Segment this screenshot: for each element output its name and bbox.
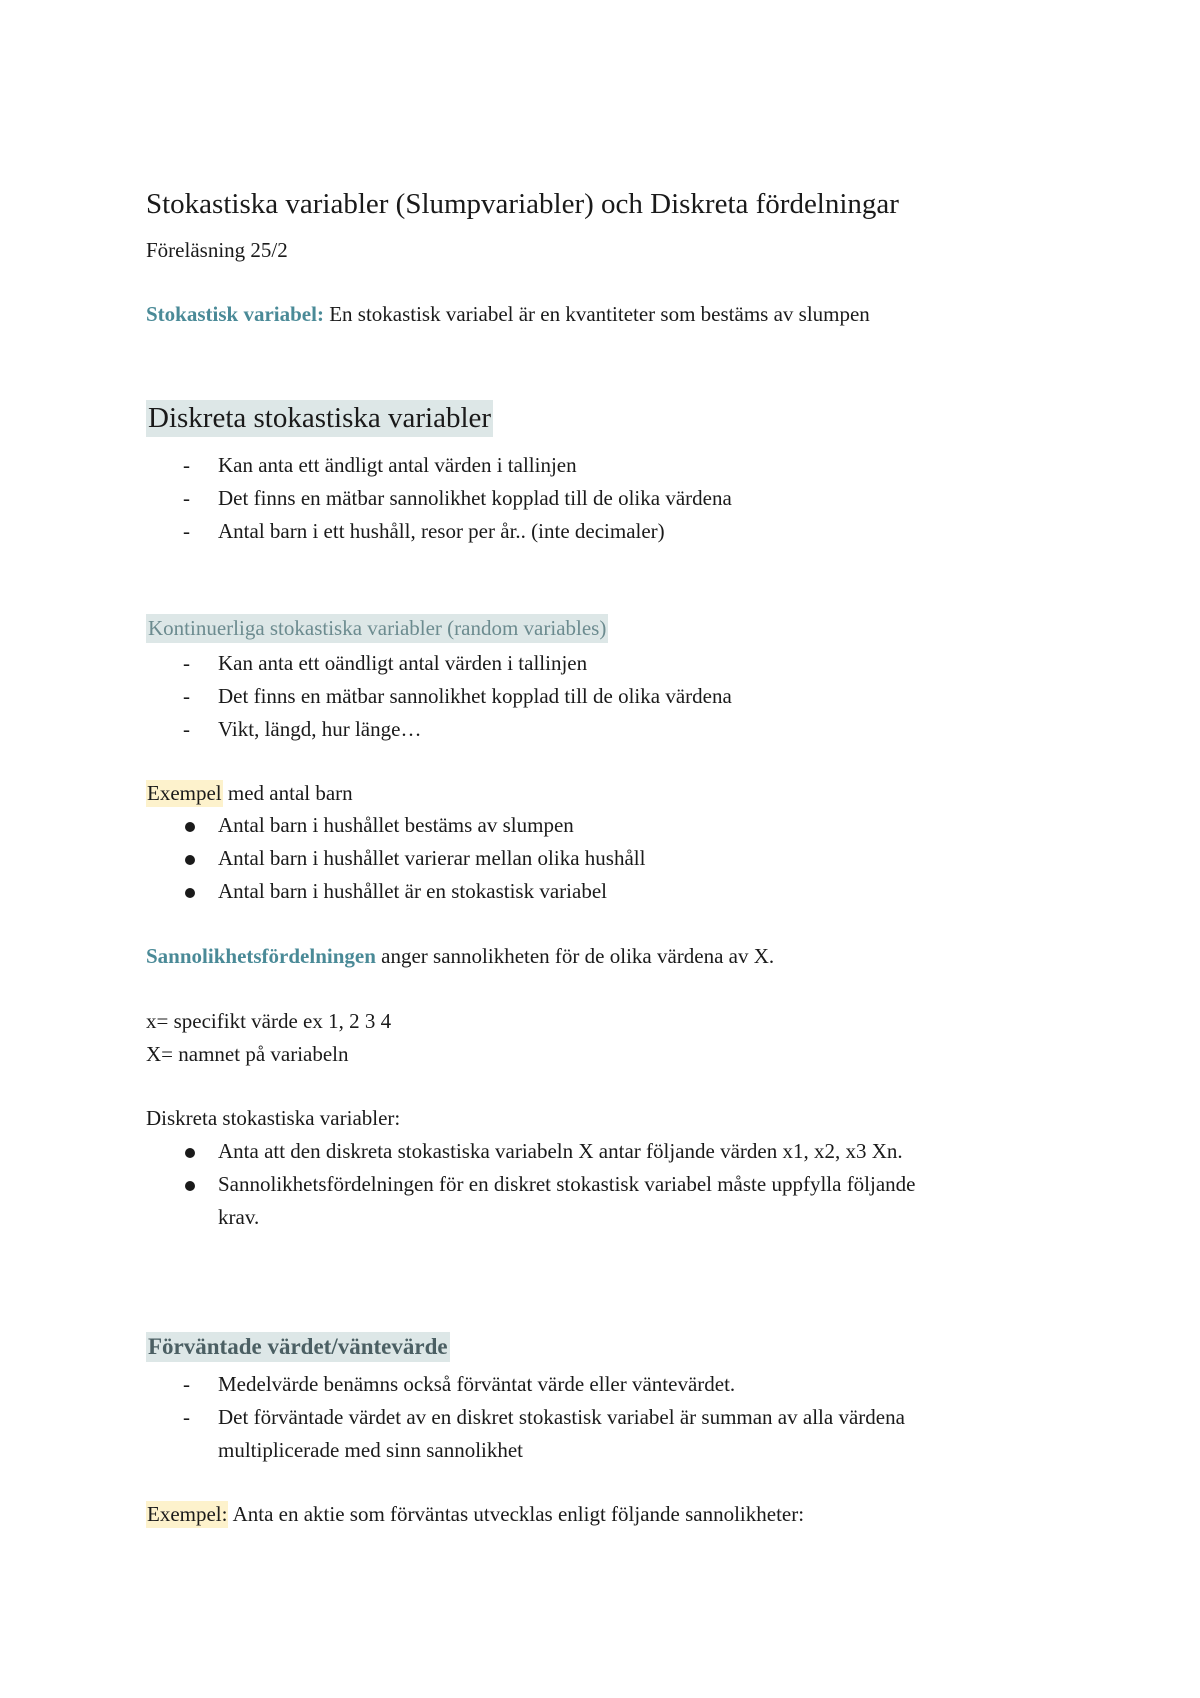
expected-heading bbox=[146, 1334, 450, 1360]
example2-paragraph bbox=[146, 1502, 804, 1527]
notation-line: x= specifikt värde ex 1, 2 3 4 bbox=[146, 1009, 392, 1033]
list-item-continuation: multiplicerade med sinn sannolikhet bbox=[218, 1438, 524, 1462]
list-item: Antal barn i hushållet varierar mellan olika hushåll bbox=[218, 846, 646, 870]
list-item: Antal barn i hushållet är en stokastisk variabel bbox=[218, 879, 607, 903]
definition-text: En stokastisk variabel är en kvantiteter som bestäms av slumpen bbox=[323, 302, 870, 326]
definition-term: Stokastisk variabel: bbox=[146, 302, 324, 326]
list-item: Kan anta ett ändligt antal värden i tallinjen bbox=[218, 453, 577, 477]
list-item: Antal barn i ett hushåll, resor per år.. (inte decimaler) bbox=[218, 519, 665, 543]
definition-paragraph bbox=[146, 302, 870, 327]
example-text: med antal barn bbox=[222, 781, 353, 805]
list-marker: - bbox=[183, 519, 190, 543]
discrete-heading-text: Diskreta stokastiska variabler bbox=[146, 400, 493, 437]
bullet-icon bbox=[185, 1181, 195, 1191]
list-marker: - bbox=[183, 486, 190, 510]
continuous-heading-text: Kontinuerliga stokastiska variabler (random variables) bbox=[146, 614, 608, 643]
list-item: Antal barn i hushållet bestäms av slumpen bbox=[218, 813, 574, 837]
list-marker: - bbox=[183, 684, 190, 708]
list-item: Det förväntade värdet av en diskret stokastisk variabel är summan av alla värdena bbox=[218, 1405, 905, 1429]
discrete-intro: Diskreta stokastiska variabler: bbox=[146, 1106, 401, 1130]
example2-label: Exempel: bbox=[147, 1502, 228, 1526]
notation-line: X= namnet på variabeln bbox=[146, 1042, 349, 1066]
example-label: Exempel bbox=[147, 781, 222, 805]
example-intro bbox=[146, 781, 353, 806]
distribution-paragraph bbox=[146, 944, 774, 969]
list-item: Vikt, längd, hur länge… bbox=[218, 717, 422, 741]
lecture-date: Föreläsning 25/2 bbox=[146, 238, 288, 262]
bullet-icon bbox=[185, 888, 195, 898]
list-item: Medelvärde benämns också förväntat värde eller väntevärdet. bbox=[218, 1372, 736, 1396]
list-item: Det finns en mätbar sannolikhet kopplad till de olika värdena bbox=[218, 486, 732, 510]
list-item: Anta att den diskreta stokastiska variabeln X antar följande värden x1, x2, x3 Xn. bbox=[218, 1139, 903, 1163]
bullet-icon bbox=[185, 822, 195, 832]
list-marker: - bbox=[183, 1405, 190, 1429]
list-item: Det finns en mätbar sannolikhet kopplad till de olika värdena bbox=[218, 684, 732, 708]
list-marker: - bbox=[183, 717, 190, 741]
discrete-heading bbox=[146, 402, 493, 435]
example2-text: Anta en aktie som förväntas utvecklas enligt följande sannolikheter: bbox=[228, 1502, 805, 1526]
list-item: Kan anta ett oändligt antal värden i tallinjen bbox=[218, 651, 588, 675]
bullet-icon bbox=[185, 855, 195, 865]
distribution-text: anger sannolikheten för de olika värdena av X. bbox=[375, 944, 775, 968]
list-marker: - bbox=[183, 1372, 190, 1396]
distribution-term: Sannolikhetsfördelningen bbox=[146, 944, 376, 968]
list-item: Sannolikhetsfördelningen för en diskret stokastisk variabel måste uppfylla följande bbox=[218, 1172, 916, 1196]
continuous-heading bbox=[146, 616, 608, 641]
document-title: Stokastiska variabler (Slumpvariabler) och Diskreta fördelningar bbox=[146, 188, 899, 220]
list-marker: - bbox=[183, 651, 190, 675]
list-item-continuation: krav. bbox=[218, 1205, 260, 1229]
list-marker: - bbox=[183, 453, 190, 477]
bullet-icon bbox=[185, 1148, 195, 1158]
expected-heading-text: Förväntade värdet/väntevärde bbox=[146, 1332, 450, 1362]
